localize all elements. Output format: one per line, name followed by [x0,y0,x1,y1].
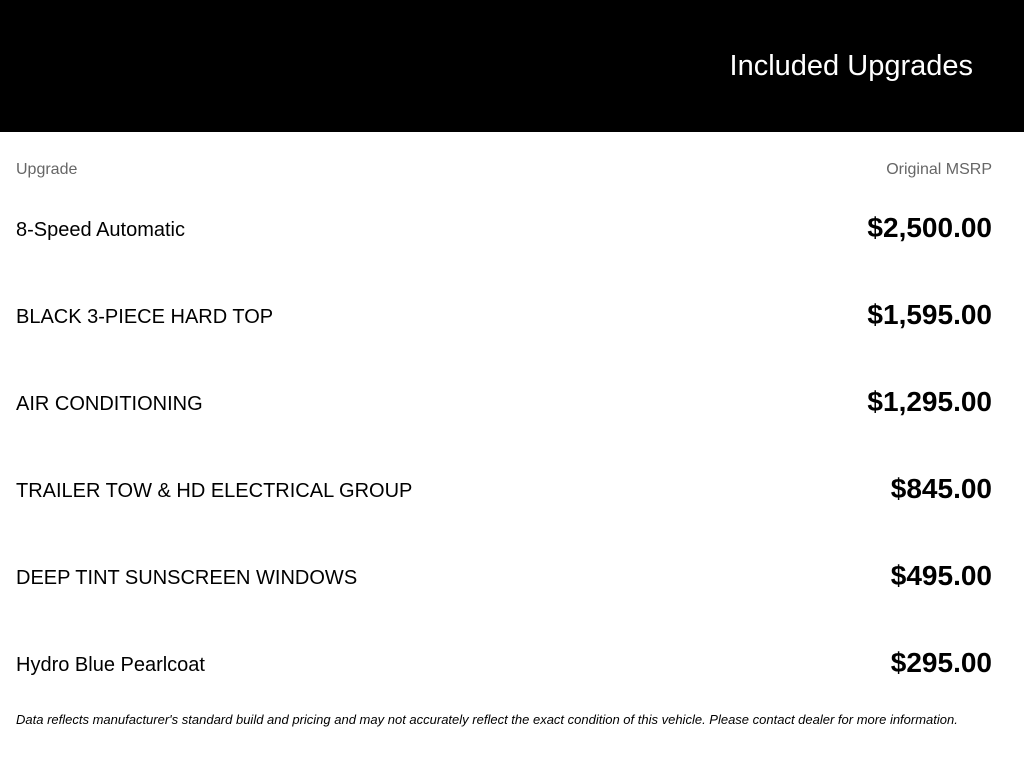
table-row [16,283,992,370]
upgrade-name: Hydro Blue Pearlcoat [16,654,205,676]
upgrade-price: $845.00 [890,473,992,504]
table-row [16,370,992,457]
upgrade-price: $295.00 [890,647,992,678]
upgrade-name: DEEP TINT SUNSCREEN WINDOWS [16,567,358,589]
disclaimer-text: Data reflects manufacturer's standard build and pricing and may not accurately reflect the exact condition of this vehicle. Please contact dealer for more information. [16,712,958,727]
column-header-msrp: Original MSRP [886,161,992,178]
column-header-upgrade: Upgrade [16,161,78,178]
upgrade-price: $495.00 [890,560,992,591]
table-row [16,196,992,283]
header-bar [0,0,1024,132]
table-row [16,631,992,718]
upgrade-price: $2,500.00 [867,212,992,243]
upgrade-name: AIR CONDITIONING [16,393,203,415]
upgrade-name: BLACK 3-PIECE HARD TOP [16,306,274,328]
table-row [16,457,992,544]
upgrade-price: $1,295.00 [867,386,992,417]
upgrade-name: TRAILER TOW & HD ELECTRICAL GROUP [16,480,413,502]
upgrade-name: 8-Speed Automatic [16,219,185,241]
upgrade-price: $1,595.00 [867,299,992,330]
upgrades-table [16,196,992,718]
table-row [16,544,992,631]
page-title: Included Upgrades [729,50,973,82]
